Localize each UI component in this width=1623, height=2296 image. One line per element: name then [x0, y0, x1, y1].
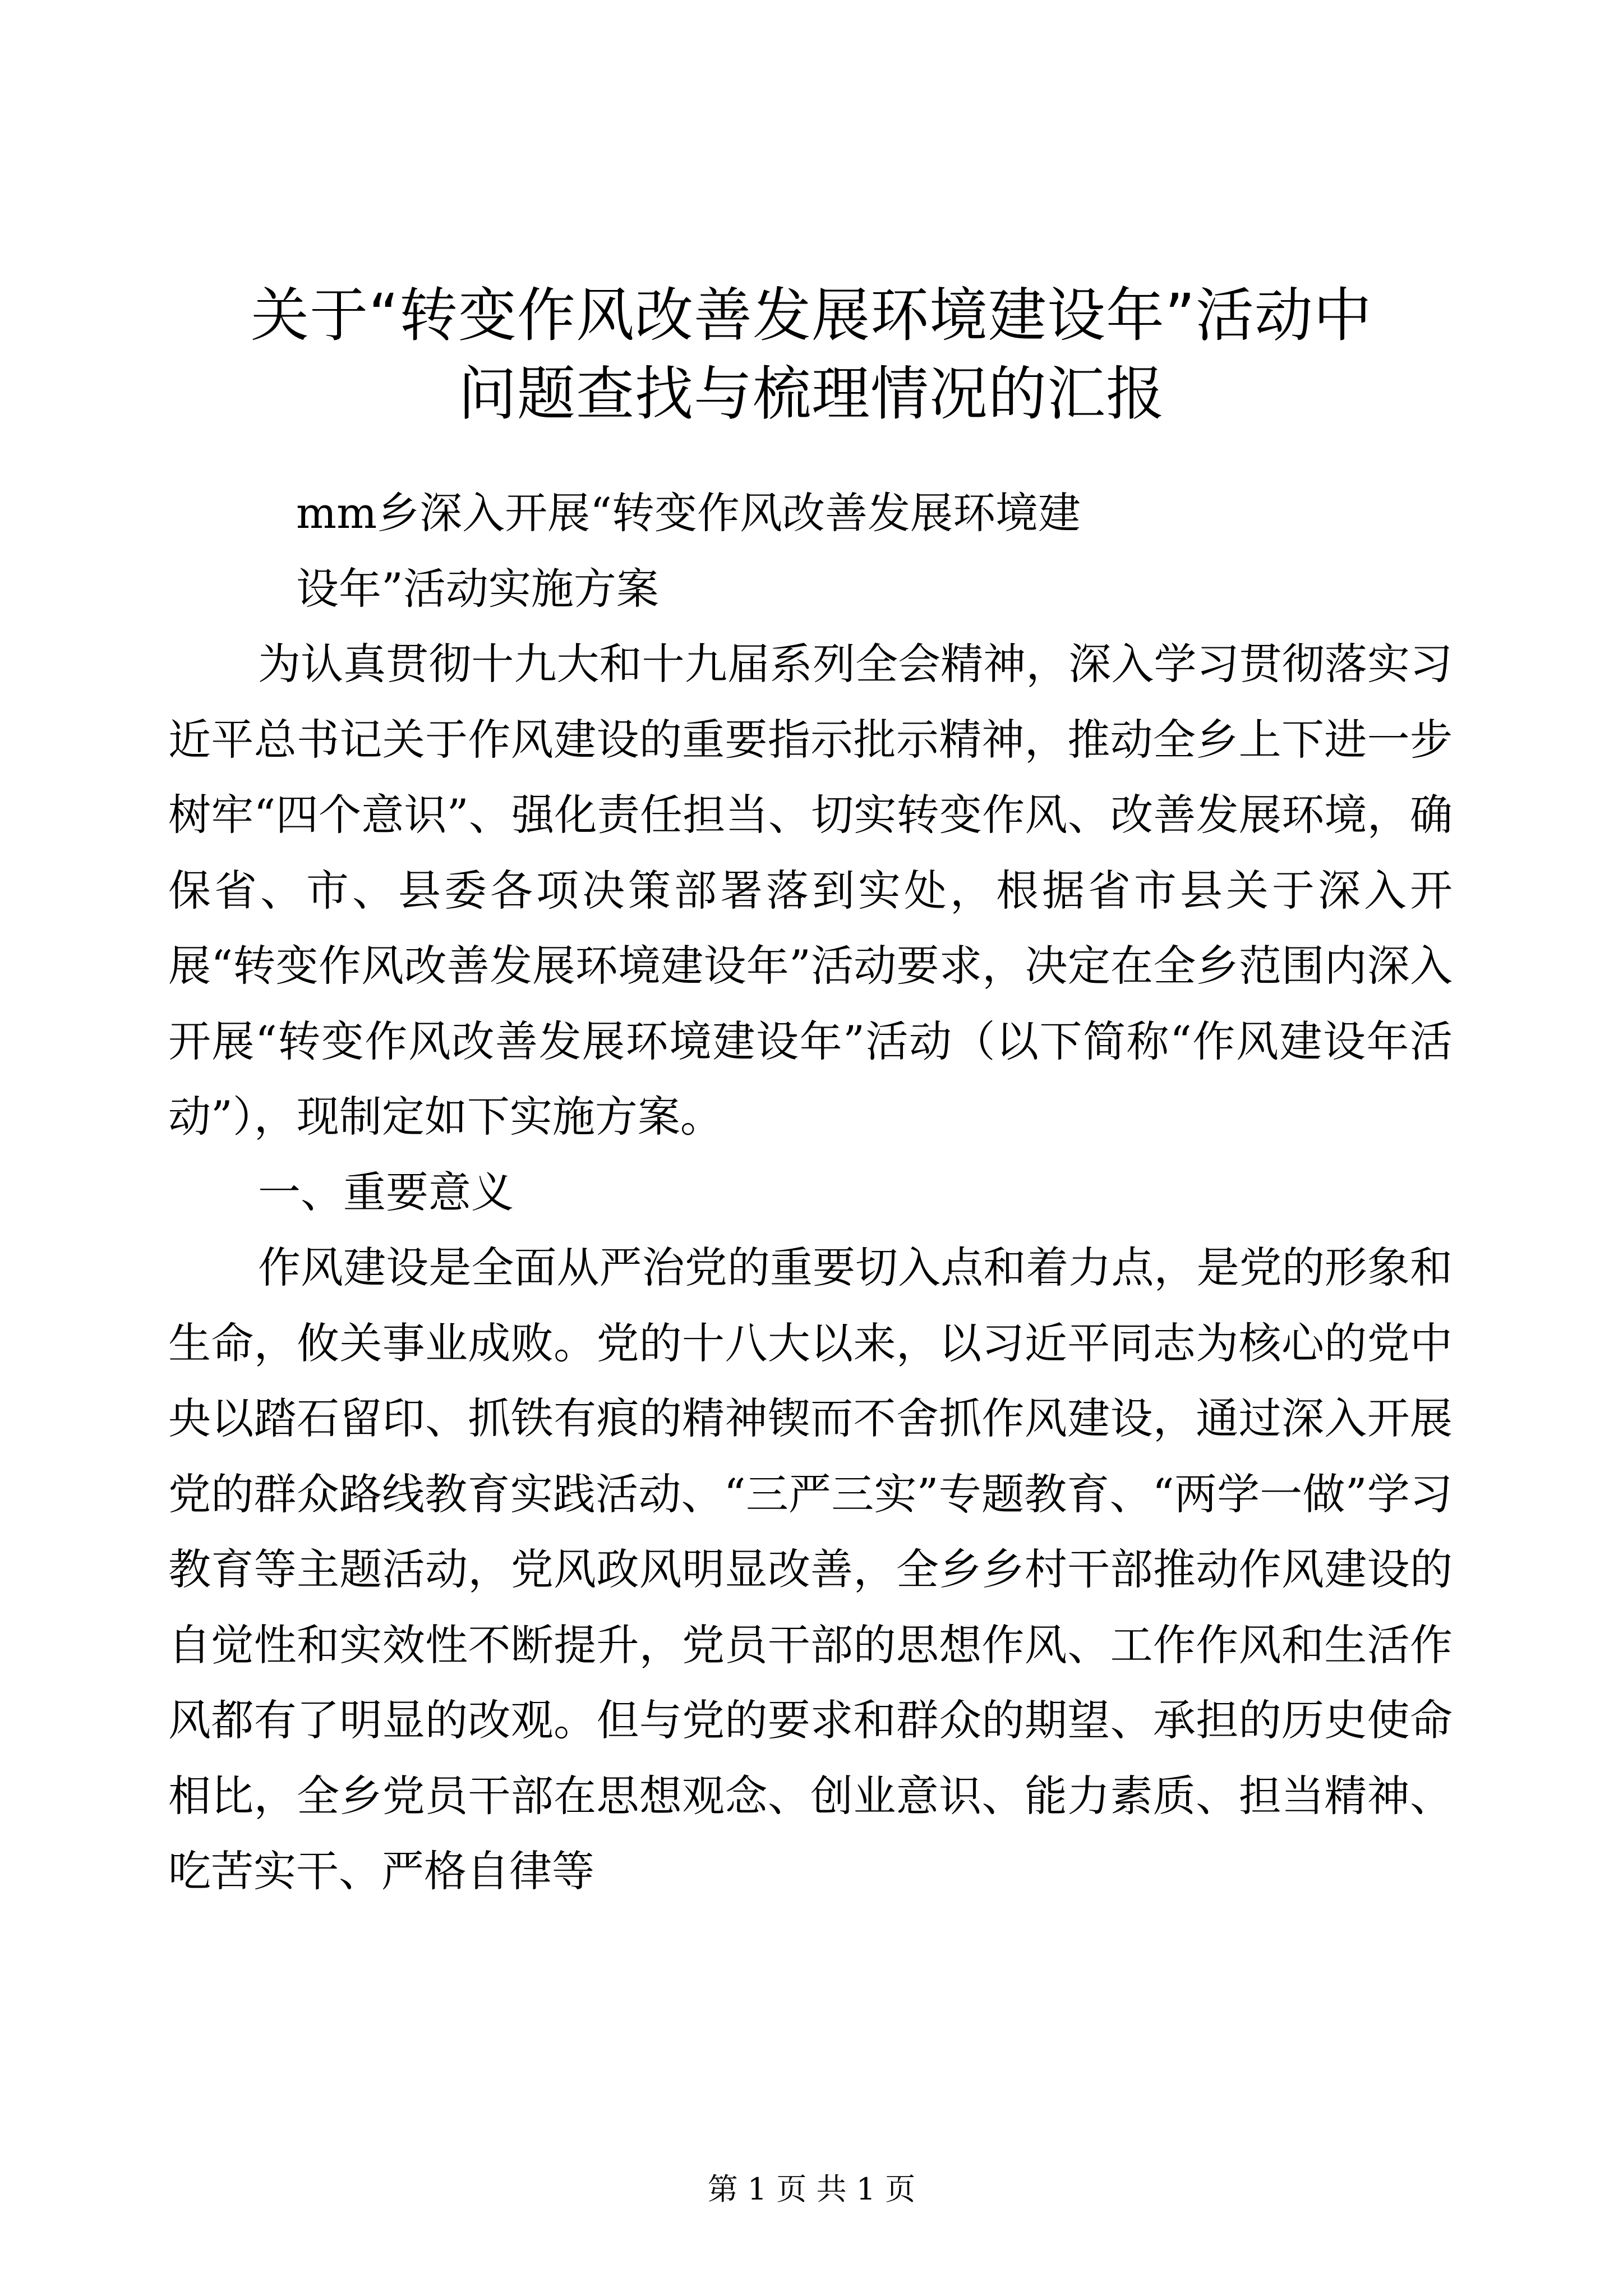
- paragraph-intro: 为认真贯彻十九大和十九届系列全会精神，深入学习贯彻落实习近平总书记关于作风建设的重要指示批示精神，推动全乡上下进一步树牢“四个意识”、强化责任担当、切实转变作风、改善发展环境，确保省、市、县委各项决策部署落到实处，根据省市县关于深入开展“转变作风改善发展环境建设年”活动要求，决定在全乡范围内深入开展“转变作风改善发展环境建设年”活动（以下简称“作风建设年活动”），现制定如下实施方案。: [168, 639, 1453, 1142]
- subtitle-line-1: mm乡深入开展“转变作风改善发展环境建: [296, 488, 1081, 538]
- document-body: [168, 476, 1453, 1910]
- subtitle-line-2: 设年”活动实施方案: [296, 563, 659, 614]
- title-line-1: 关于“转变作风改善发展环境建设年”活动中: [251, 281, 1372, 349]
- title-line-2: 问题查找与梳理情况的汇报: [458, 360, 1165, 428]
- page-footer: 第 1 页 共 1 页: [707, 2171, 916, 2207]
- paragraph-significance: 作风建设是全面从严治党的重要切入点和着力点，是党的形象和生命，攸关事业成败。党的十八大以来，以习近平同志为核心的党中央以踏石留印、抓铁有痕的精神锲而不舍抓作风建设，通过深入开展党的群众路线教育实践活动、“三严三实”专题教育、“两学一做”学习教育等主题活动，党风政风明显改善，全乡乡村干部推动作风建设的自觉性和实效性不断提升，党员干部的思想作风、工作作风和生活作风都有了明显的改观。但与党的要求和群众的期望、承担的历史使命相比，全乡党员干部在思想观念、创业意识、能力素质、担当精神、吃苦实干、严格自律等: [168, 1243, 1453, 1896]
- document-title: [168, 276, 1455, 433]
- section-heading-significance: 一、重要意义: [258, 1167, 514, 1217]
